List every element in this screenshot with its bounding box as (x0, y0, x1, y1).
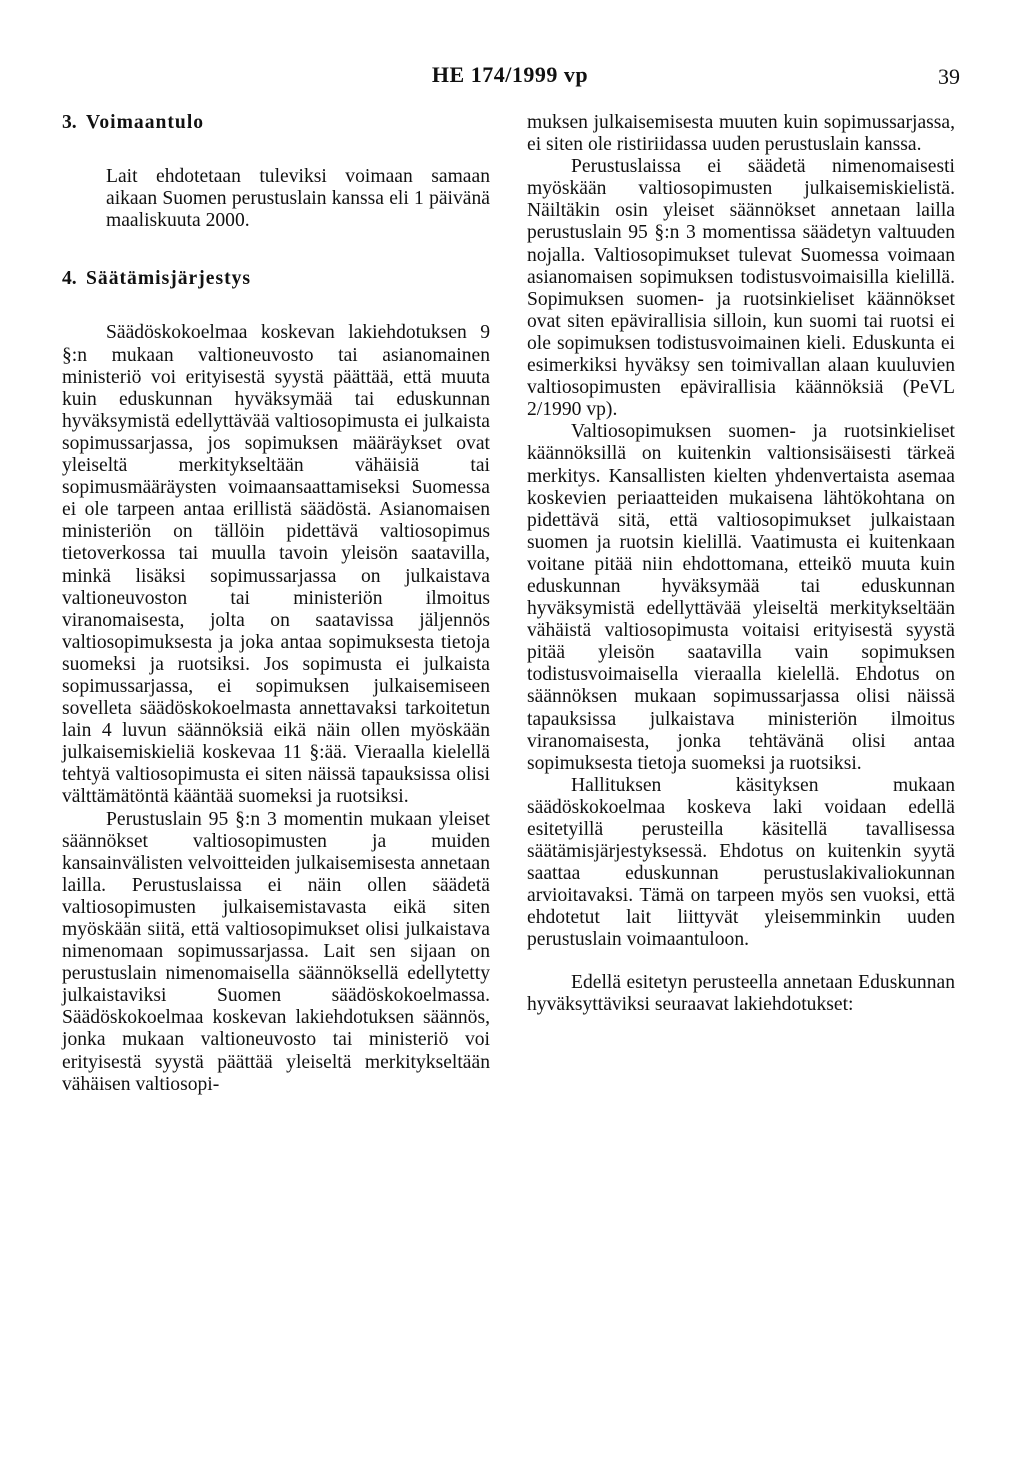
section-4-number: 4. (62, 268, 77, 290)
section-4-paragraph-2: Perustuslain 95 §:n 3 momentin mukaan yleiset säännökset valtiosopimusten ja muiden kansainvälisten velvoitteiden julkaisemisesta annetaan lailla. Perustuslaissa ei näin ollen säädetä valtiosopimusten julkaisemistavasta eikä siten myöskään siitä, että valtiosopimukset olisi julkaistava nimenomaan sopimussarjassa. Lait sen sijaan on perustuslain nimenomaisella säännöksellä edellytetty julkaistaviksi Suomen säädöskokoelmassa. Säädöskokoelmaa koskevan lakiehdotuksen säännös, jonka mukaan valtioneuvosto tai ministeriö voi erityisestä syystä päättää yleiseltä merkitykseltään vähäisen valtiosopi- (62, 808, 490, 1095)
right-paragraph-4: Hallituksen käsityksen mukaan säädöskokoelmaa koskeva laki voidaan edellä esitetyillä perusteilla käsitellä tavallisessa säätämisjärjestyksessä. Ehdotus on kuitenkin syytä saattaa eduskunnan perustuslakivaliokunnan arvioitavaksi. Tämä on tarpeen myös sen vuoksi, että ehdotetut lait liittyvät yleisemminkin uuden perustuslain voimaantuloon. (527, 774, 955, 951)
right-paragraph-1: muksen julkaisemisesta muuten kuin sopimussarjassa, ei siten ole ristiriidassa uuden perustuslain kanssa. (527, 112, 955, 156)
right-column (527, 112, 955, 1016)
section-4-title: Säätämisjärjestys (86, 268, 252, 290)
right-paragraph-5: Edellä esitetyn perusteella annetaan Eduskunnan hyväksyttäviksi seuraavat lakiehdotukset: (527, 971, 955, 1015)
section-3-title: Voimaantulo (86, 112, 205, 133)
section-4-heading (62, 232, 490, 322)
right-paragraph-2: Perustuslaissa ei säädetä nimenomaisesti myöskään valtiosopimusten julkaisemiskielistä. Näiltäkin osin yleiset säännökset annetaan lailla perustuslain 95 §:n 3 momentissa säädetyn valtuuden nojalla. Valtiosopimukset tulevat Suomessa voimaan asianomaisen sopimuksen todistusvoimaisilla kielillä. Sopimuksen suomen- ja ruotsinkieliset käännökset ovat siten epävirallisia silloin, kun suomi tai ruotsi ei ole sopimuksen todistusvoimainen kieli. Eduskunta ei esimerkiksi hyväksy sen toimivallan alaan kuuluvien valtiosopimusten epävirallisia käännöksiä (PeVL 2/1990 vp). (527, 156, 955, 421)
document-id: HE 174/1999 vp (431, 62, 589, 87)
section-3-heading (62, 112, 490, 166)
section-3-paragraph: Lait ehdotetaan tuleviksi voimaan samaan aikaan Suomen perustuslain kanssa eli 1 päivänä maaliskuuta 2000. (106, 166, 490, 232)
section-3-number: 3. (62, 112, 77, 133)
page-number: 39 (938, 64, 960, 89)
left-column (62, 112, 490, 1096)
section-4-paragraph-1: Säädöskokoelmaa koskevan lakiehdotuksen 9 §:n mukaan valtioneuvosto tai asianomainen ministeriö voi erityisestä syystä päättää, että muuta kuin eduskunnan hyväksymää tai eduskunnan hyväksymistä edellyttävää valtiosopimusta ei julkaista sopimussarjassa, jos sopimuksen määräykset ovat yleiseltä merkitykseltään vähäisiä tai sopimusmääräysten voimaansaattamiseksi Suomessa ei ole tarpeen antaa erillistä säädöstä. Asianomaisen ministeriön on tällöin pidettävä valtiosopimus tietoverkossa tai muulla tavoin yleisön saatavilla, minkä lisäksi sopimussarjassa on julkaistava valtioneuvoston tai ministeriön ilmoitus viranomaisesta, jolta on saatavissa jäljennös valtiosopimuksesta ja joka antaa sopimuksesta tietoja suomeksi ja ruotsiksi. Jos sopimusta ei julkaista sopimussarjassa, ei sopimuksen julkaisemiseen sovelleta säädöskokoelmasta annettavaksi tarkoitetun lain 4 luvun säännöksiä eikä näin ollen myöskään julkaisemiskieliä koskevaa 11 §:ää. Vieraalla kielellä tehtyä valtiosopimusta ei siten näissä tapauksissa olisi välttämätöntä kääntää suomeksi ja ruotsiksi. (62, 322, 490, 808)
right-paragraph-3: Valtiosopimuksen suomen- ja ruotsinkieliset käännöksillä on kuitenkin valtionsisäisesti tärkeä merkitys. Kansallisten kielten yhdenvertaista asemaa koskevien periaatteiden mukaisena lähtökohtana on pidettävä sitä, että valtiosopimukset julkaistaan suomen ja ruotsin kielillä. Vaatimusta ei kuitenkaan voitane pitää niin ehdottomana, etteikö muuta kuin eduskunnan hyväksymää tai eduskunnan hyväksymistä edellyttävää yleiseltä merkitykseltään vähäistä valtiosopimusta voitaisi erityisestä syystä pitää yleisön saatavilla vain sopimuksen todistusvoimaisella vieraalla kielellä. Ehdotus on säännöksen mukaan sopimussarjassa olisi näissä tapauksissa julkaistava ministeriön ilmoitus viranomaisesta, jonka tehtävänä olisi antaa sopimuksesta tietoja suomeksi ja ruotsiksi. (527, 421, 955, 774)
